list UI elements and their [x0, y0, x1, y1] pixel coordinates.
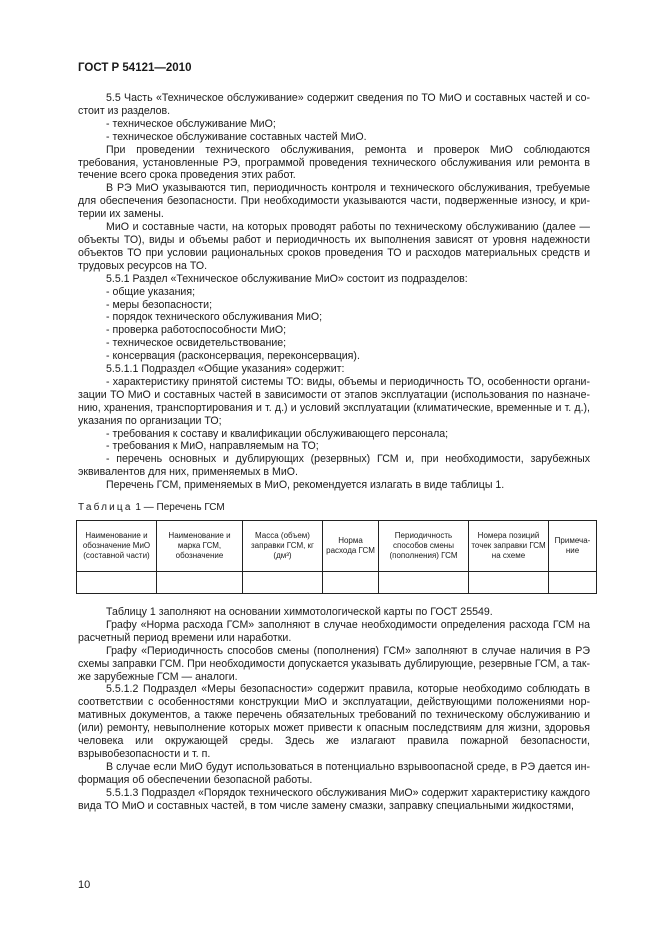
table-header-cell: Масса (объем) заправки ГСМ, кг (дм³) [243, 521, 323, 572]
paragraph: - техническое обслуживание составных частей МиО. [106, 130, 367, 143]
paragraph: - техническое обслуживание МиО; [106, 117, 276, 130]
table-cell [549, 572, 597, 594]
paragraph: - консервация (расконсервация, переконсервация). [106, 350, 360, 363]
page-number: 10 [78, 879, 91, 891]
paragraph: - требования к МиО, направляемым на ТО; [106, 440, 319, 453]
paragraph: - проверка работоспособности МиО; [106, 324, 287, 337]
paragraph: - порядок технического обслуживания МиО; [106, 311, 323, 324]
document-header: ГОСТ Р 54121—2010 [78, 62, 192, 74]
paragraph: Перечень ГСМ, применяемых в МиО, рекомендуется излагать в виде таблицы 1. [106, 479, 505, 492]
page-content [78, 92, 590, 813]
paragraph: - общие указания; [106, 285, 196, 298]
table-cell [243, 572, 323, 594]
table-caption [78, 502, 590, 515]
table-caption-title: 1 — Перечень ГСМ [132, 502, 225, 514]
paragraph: Графу «Норма расхода ГСМ» заполняют в случае необходимости определения расхода ГСМ на расчетный период времени или наработки. [78, 618, 590, 644]
table-cell [323, 572, 379, 594]
paragraph: Таблицу 1 заполняют на основании химмотологической карты по ГОСТ 25549. [106, 606, 493, 618]
paragraphs-top [78, 92, 590, 492]
table-row [77, 572, 597, 594]
paragraph: 5.5 Часть «Техническое обслуживание» содержит сведения по ТО МиО и составных частей и состоит из разделов. [78, 92, 590, 117]
paragraph: Графу «Периодичность способов смены (пополнения) ГСМ» заполняют в случае наличия в РЭ схемы заправки ГСМ. При необходимости допускается указывать дублирующие, резервные ГСМ, а также зарубежные ГСМ — аналоги. [78, 644, 590, 683]
table-caption-label: Таблица [78, 502, 133, 514]
table-cell [469, 572, 549, 594]
table-cell [379, 572, 469, 594]
table-header-cell: Примечание [549, 521, 597, 572]
table-header-cell: Норма расхода ГСМ [323, 521, 379, 572]
gsm-table [76, 520, 597, 594]
table-header-cell: Периодичность способов смены (пополнения) ГСМ [379, 521, 469, 572]
paragraphs-bottom [78, 606, 590, 813]
paragraph: МиО и составные части, на которых проводят работы по техническому обслуживанию (далее — объекты ТО), виды и объемы работ и периодичность их выполнения зависят от уровня надежности объектов ТО при условии рациональных сроков проведения ТО и расходов материальных средств и трудовых ресурсов на ТО. [78, 221, 590, 272]
paragraph: 5.5.1.2 Подраздел «Меры безопасности» содержит правила, которые необходимо соблюдать в соответствии с особенностями конструкции МиО и эксплуатации, действующими положениями нормативных документов, а также перечень обязательных требований по техническому обслуживанию и (или) ремонту, невыполнение которых может привести к опасным последствиям для жизни, здоровья человека или окружающей среды. Здесь же излагают правила пожарной безопасности, взрывобезопасности и т. п. [78, 683, 590, 760]
table-header-row [77, 521, 597, 572]
paragraph: - перечень основных и дублирующих (резервных) ГСМ и, при необходимости, зарубежных эквивалентов для них, применяемых в МиО. [78, 453, 590, 479]
paragraph: - требования к составу и квалификации обслуживающего персонала; [106, 427, 449, 440]
paragraph: - меры безопасности; [106, 298, 213, 311]
paragraph: При проведении технического обслуживания, ремонта и проверок МиО соблюдаются требования, установленные РЭ, программой проведения технического обслуживания или ремонта в течение всего срока проведения этих работ. [78, 143, 590, 182]
table-cell [157, 572, 243, 594]
paragraph: 5.5.1 Раздел «Техническое обслуживание МиО» состоит из подразделов: [106, 272, 468, 285]
table-header-cell: Номера позиций точек заправки ГСМ на схеме [469, 521, 549, 572]
table-header-cell: Наименование и обозначение МиО (составной части) [77, 521, 157, 572]
paragraph: В РЭ МиО указываются тип, периодичность контроля и технического обслуживания, требуемые для обеспечения безопасности. При необходимости указываются части, подверженные износу, и критерии их замены. [78, 182, 590, 221]
table-header-cell: Наименование и марка ГСМ, обозначение [157, 521, 243, 572]
paragraph: - характеристику принятой системы ТО: виды, объемы и периодичность ТО, особенности организации ТО МиО и составных частей в зависимости от этапов эксплуатации (использования по назначению, хранения, транспортирования и т. д.) и условий эксплуатации (климатические, временные и т. д.), указания по организации ТО; [78, 375, 590, 427]
paragraph: В случае если МиО будут использоваться в потенциально взрывоопасной среде, в РЭ дается информация об обеспечении безопасной работы. [78, 760, 590, 786]
paragraph: 5.5.1.3 Подраздел «Порядок технического обслуживания МиО» содержит характеристику каждого вида ТО МиО и составных частей, в том числе замену смазки, заправку специальными жидкостями, [78, 786, 590, 812]
paragraph: 5.5.1.1 Подраздел «Общие указания» содержит: [106, 363, 345, 376]
table-cell [77, 572, 157, 594]
paragraph: - техническое освидетельствование; [106, 337, 287, 350]
